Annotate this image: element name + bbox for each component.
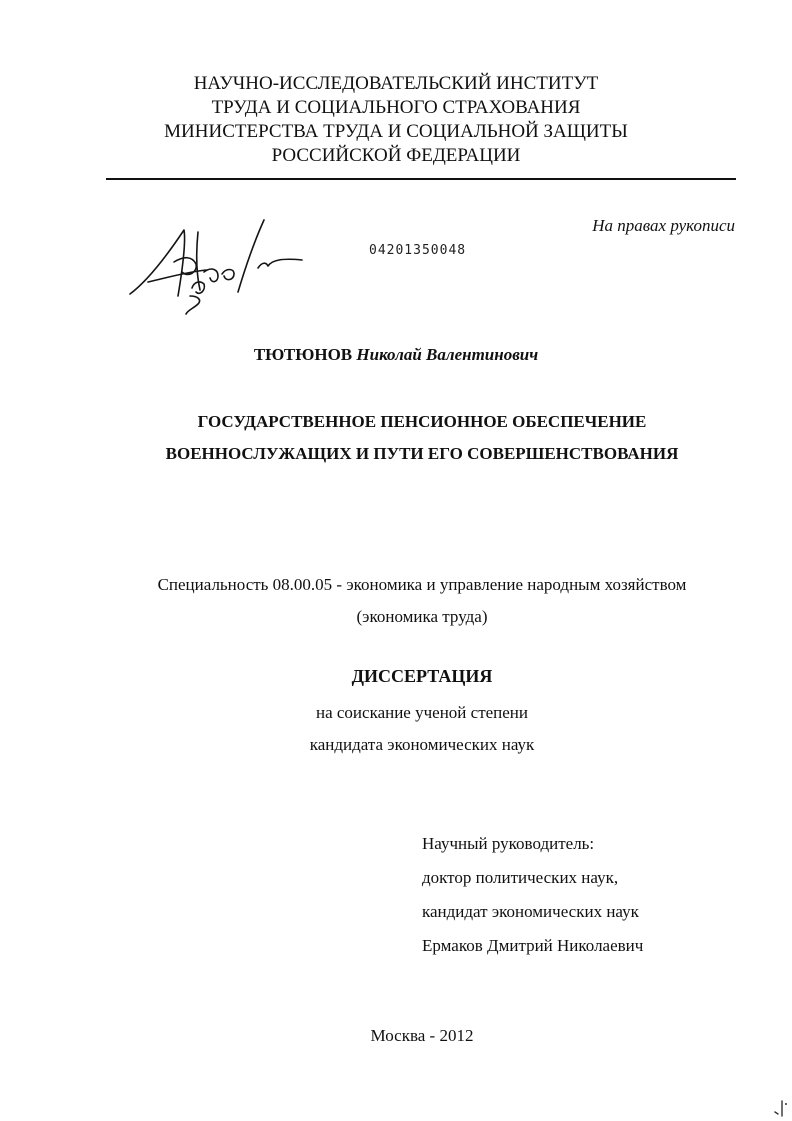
supervisor-degree-1: доктор политических наук, bbox=[422, 868, 619, 887]
specialty-line-2: (экономика труда) bbox=[356, 607, 488, 626]
document-number: 04201350048 bbox=[369, 243, 467, 258]
institute-line-2: ТРУДА И СОЦИАЛЬНОГО СТРАХОВАНИЯ bbox=[211, 97, 581, 118]
degree-line-1: на соискание ученой степени bbox=[315, 703, 529, 722]
author-given-names: Николай Валентинович bbox=[356, 345, 539, 364]
degree-line-2: кандидата экономических наук bbox=[309, 735, 535, 754]
rights-note: На правах рукописи bbox=[592, 216, 735, 235]
institute-line-3: МИНИСТЕРСТВА ТРУДА И СОЦИАЛЬНОЙ ЗАЩИТЫ bbox=[164, 121, 628, 142]
title-line-2: ВОЕННОСЛУЖАЩИХ И ПУТИ ЕГО СОВЕРШЕНСТВОВАНИЯ bbox=[165, 444, 679, 463]
handwritten-signature bbox=[126, 212, 308, 320]
header-divider bbox=[106, 178, 736, 180]
supervisor-block bbox=[422, 827, 643, 963]
institute-header bbox=[0, 72, 792, 168]
author-name bbox=[0, 345, 792, 365]
supervisor-label: Научный руководитель: bbox=[422, 834, 595, 853]
institute-line-4: РОССИЙСКОЙ ФЕДЕРАЦИИ bbox=[271, 145, 521, 166]
dissertation-title bbox=[0, 406, 792, 470]
specialty bbox=[0, 569, 792, 633]
institute-line-1: НАУЧНО-ИССЛЕДОВАТЕЛЬСКИЙ ИНСТИТУТ bbox=[193, 73, 599, 94]
supervisor-name: Ермаков Дмитрий Николаевич bbox=[422, 936, 644, 955]
city-year: Москва - 2012 bbox=[370, 1026, 474, 1045]
scan-artifact-mark bbox=[772, 1098, 790, 1118]
author-surname: ТЮТЮНОВ bbox=[253, 345, 353, 364]
degree-sought bbox=[0, 697, 792, 761]
supervisor-degree-2: кандидат экономических наук bbox=[422, 902, 639, 921]
dissertation-heading: ДИССЕРТАЦИЯ bbox=[351, 666, 493, 686]
specialty-line-1: Специальность 08.00.05 - экономика и управление народным хозяйством bbox=[157, 575, 687, 594]
title-line-1: ГОСУДАРСТВЕННОЕ ПЕНСИОННОЕ ОБЕСПЕЧЕНИЕ bbox=[197, 412, 647, 431]
